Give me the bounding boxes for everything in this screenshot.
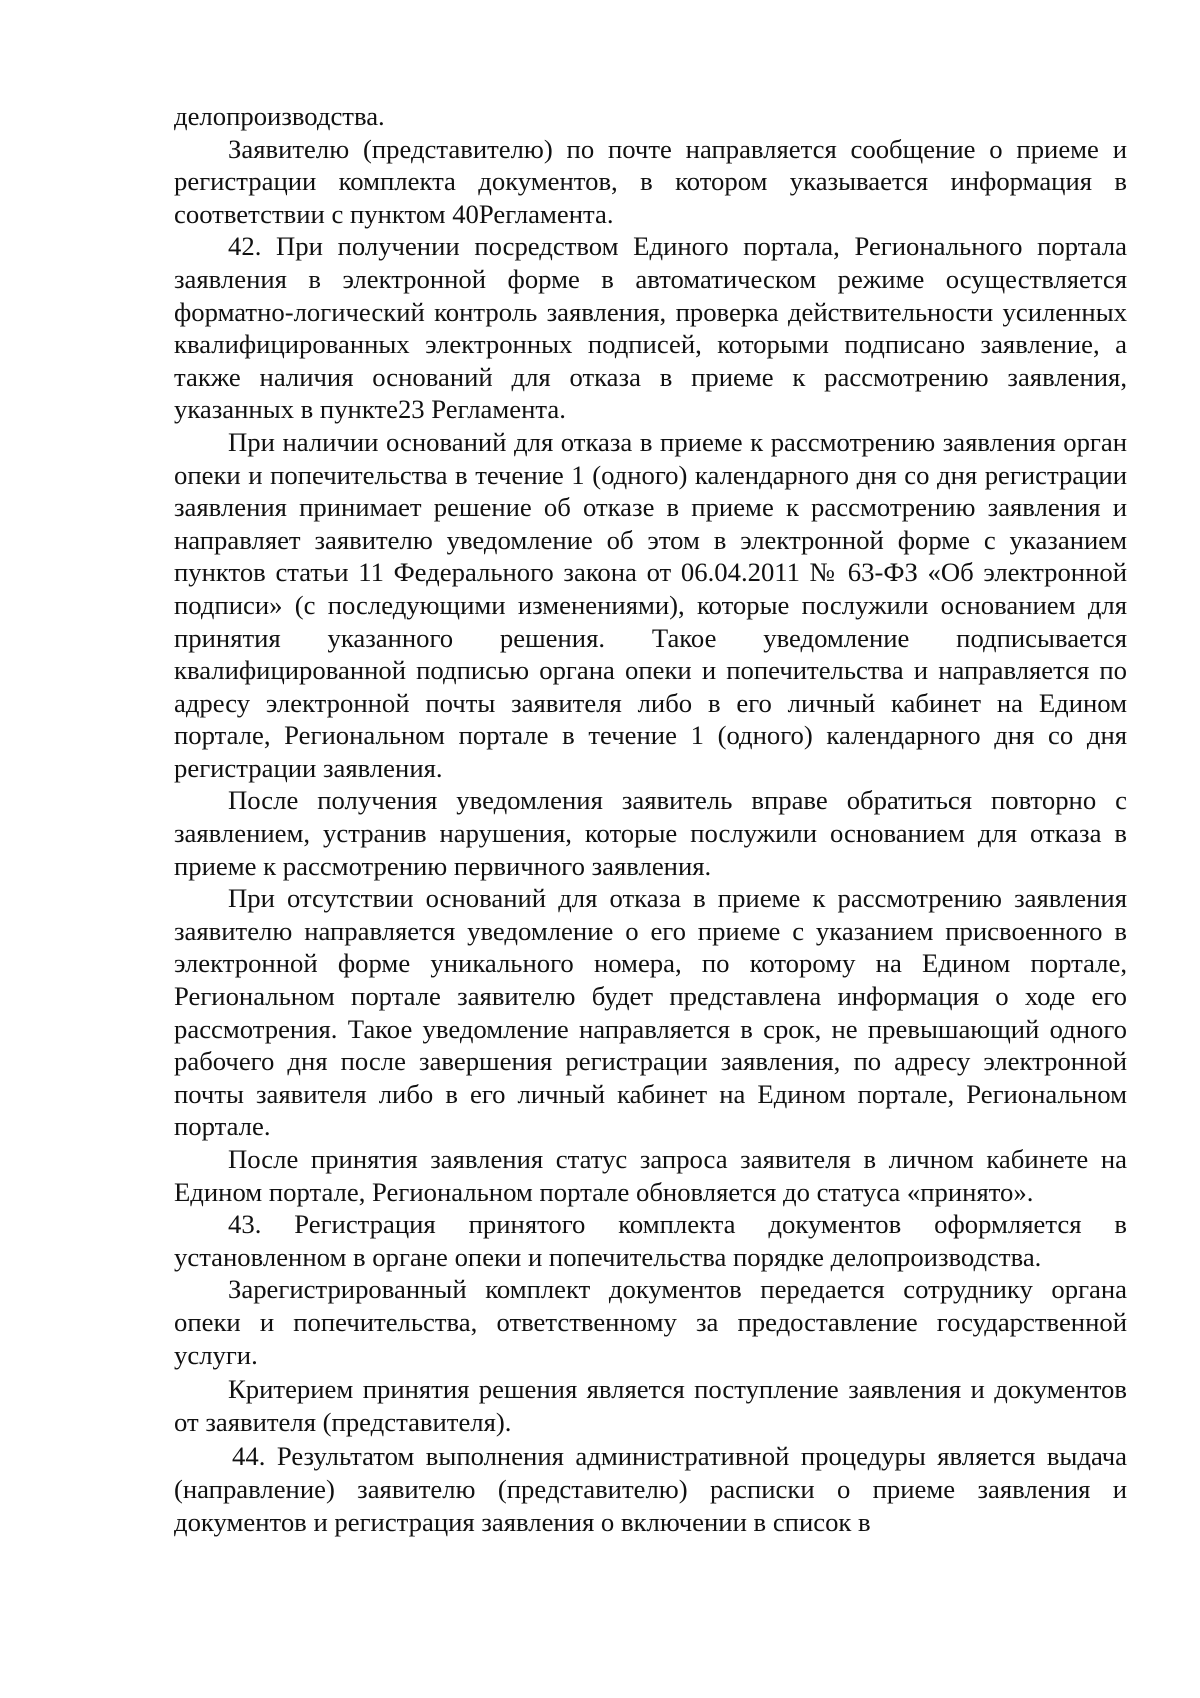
paragraph-notification-by-mail: Заявителю (представителю) по почте направляется сообщение о приеме и регистрации комплекта документов, в котором указывается информация в соответствии с пунктом 40Регламента. (174, 133, 1127, 229)
paragraph-item-44: 44. Результатом выполнения административной процедуры является выдача (направление) заявителю (представителю) расписки о приеме заявления и документов и регистрация заявления о включении в список в (174, 1441, 1127, 1537)
paragraph-item-42: 42. При получении посредством Единого портала, Регионального портала заявления в электронной форме в автоматическом режиме осуществляется форматно-логический контроль заявления, проверка действительности усиленных квалифицированных электронных подписей, которыми подписано заявление, а также наличия оснований для отказа в приеме к рассмотрению заявления, указанных в пункте23 Регламента. (174, 231, 1127, 425)
paragraph-status-accepted: После принятия заявления статус запроса заявителя в личном кабинете на Едином портале, Региональном портале обновляется до статуса «принято». (174, 1144, 1127, 1207)
paragraph-decision-criterion: Критерием принятия решения является поступление заявления и документов от заявителя (представителя). (174, 1374, 1127, 1437)
paragraph-continuation: делопроизводства. (174, 101, 385, 131)
paragraph-refusal-grounds: При наличии оснований для отказа в приеме к рассмотрению заявления орган опеки и попечительства в течение 1 (одного) календарного дня со дня регистрации заявления принимает решение об отказе в приеме к рассмотрению заявления и направляет заявителю уведомление об этом в электронной форме с указанием пунктов статьи 11 Федерального закона от 06.04.2011 № 63-ФЗ «Об электронной подписи» (с последующими изменениями), которые послужили основанием для принятия указанного решения. Такое уведомление подписывается квалифицированной подписью органа опеки и попечительства и направляется по адресу электронной почты заявителя либо в его личный кабинет на Едином портале, Региональном портале в течение 1 (одного) календарного дня со дня регистрации заявления. (174, 426, 1127, 783)
paragraph-no-refusal-grounds: При отсутствии оснований для отказа в приеме к рассмотрению заявления заявителю направляется уведомление о его приеме с указанием присвоенного в электронной форме уникального номера, по которому на Едином портале, Региональном портале заявителю будет представлена информация о ходе его рассмотрения. Такое уведомление направляется в срок, не превышающий одного рабочего дня после завершения регистрации заявления, по адресу электронной почты заявителя либо в его личный кабинет на Едином портале, Региональном портале. (174, 883, 1127, 1142)
paragraph-transfer-to-employee: Зарегистрированный комплект документов передается сотруднику органа опеки и попечительства, ответственному за предоставление государственной услуги. (174, 1274, 1127, 1370)
paragraph-reapply: После получения уведомления заявитель вправе обратиться повторно с заявлением, устранив нарушения, которые послужили основанием для отказа в приеме к рассмотрению первичного заявления. (174, 785, 1127, 881)
document-page (174, 100, 1127, 1538)
paragraph-item-43: 43. Регистрация принятого комплекта документов оформляется в установленном в органе опеки и попечительства порядке делопроизводства. (174, 1209, 1127, 1272)
